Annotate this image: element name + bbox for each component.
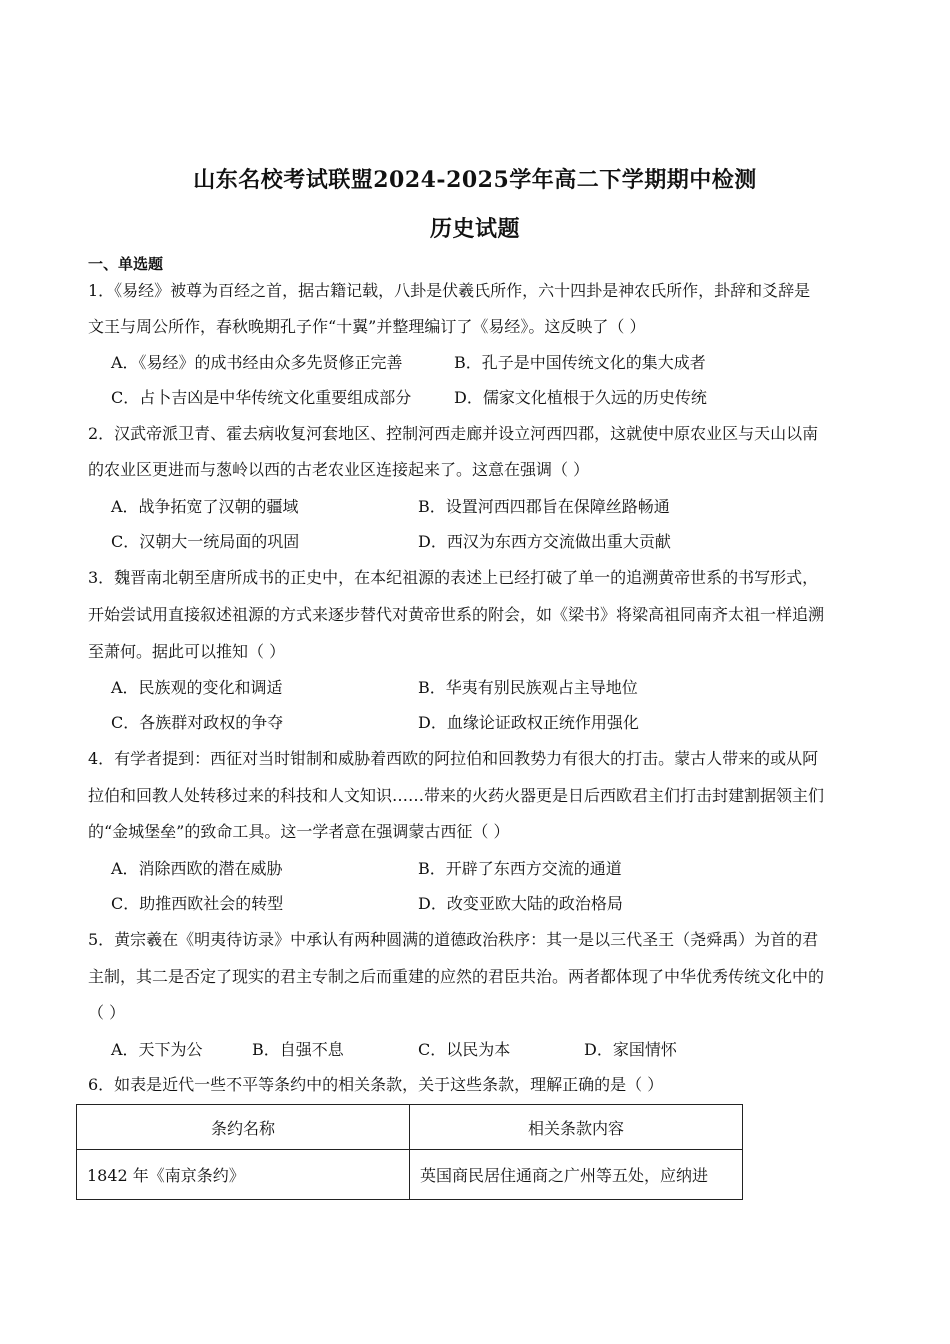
q4-option-d: D．改变亚欧大陆的政治格局 [418, 894, 623, 913]
q5-stem-line-1: 5．黄宗羲在《明夷待访录》中承认有两种圆满的道德政治秩序：其一是以三代圣王（尧舜禹）为首的君 [88, 930, 819, 949]
q1-stem-line-2: 文王与周公所作，春秋晚期孔子作“十翼”并整理编订了《易经》。这反映了（ ） [88, 317, 646, 336]
q1-option-d: D．儒家文化植根于久远的历史传统 [454, 388, 707, 407]
table-cell: 英国商民居住通商之广州等五处，应纳进 [410, 1150, 743, 1200]
q5-option-d: D．家国情怀 [584, 1040, 677, 1059]
q5-option-b: B．自强不息 [252, 1040, 344, 1059]
q5-option-a: A．天下为公 [111, 1040, 203, 1059]
q5-option-c: C．以民为本 [418, 1040, 511, 1059]
q1-option-b: B．孔子是中国传统文化的集大成者 [454, 353, 706, 372]
q2-option-d: D．西汉为东西方交流做出重大贡献 [418, 532, 671, 551]
q2-option-b: B．设置河西四郡旨在保障丝路畅通 [418, 497, 670, 516]
q3-stem-line-2: 开始尝试用直接叙述祖源的方式来逐步替代对黄帝世系的附会，如《梁书》将梁高祖同南齐太祖一样追溯 [88, 605, 825, 624]
q5-stem-line-2: 主制，其二是否定了现实的君主专制之后而重建的应然的君臣共治。两者都体现了中华优秀传统文化中的 [88, 967, 825, 986]
q3-option-d: D．血缘论证政权正统作用强化 [418, 713, 639, 732]
q1-option-a: A．《易经》的成书经由众多先贤修正完善 [111, 353, 403, 372]
q2-stem-line-1: 2．汉武帝派卫青、霍去病收复河套地区、控制河西走廊并设立河西四郡，这就使中原农业区与天山以南 [88, 424, 819, 443]
q2-option-c: C．汉朝大一统局面的巩固 [111, 532, 300, 551]
q3-option-c: C．各族群对政权的争夺 [111, 713, 284, 732]
q4-stem-line-1: 4．有学者提到：西征对当时钳制和威胁着西欧的阿拉伯和回教势力有很大的打击。蒙古人带来的或从阿 [88, 749, 819, 768]
exam-subtitle: 历史试题 [429, 216, 520, 242]
q4-option-a: A．消除西欧的潜在威胁 [111, 859, 283, 878]
table-cell: 1842 年《南京条约》 [77, 1150, 410, 1200]
q3-stem-line-1: 3．魏晋南北朝至唐所成书的正史中，在本纪祖源的表述上已经打破了单一的追溯黄帝世系的书写形式， [88, 568, 819, 587]
table-header-cell: 条约名称 [77, 1105, 410, 1150]
table-row [77, 1150, 743, 1200]
treaty-table [76, 1104, 743, 1200]
q4-stem-line-2: 拉伯和回教人处转移过来的科技和人文知识……带来的火药火器更是日后西欧君主们打击封建割据领主们 [88, 786, 825, 805]
section-heading: 一、单选题 [88, 255, 164, 273]
q3-option-b: B．华夷有别民族观占主导地位 [418, 678, 638, 697]
q4-option-c: C．助推西欧社会的转型 [111, 894, 284, 913]
q3-option-a: A．民族观的变化和调适 [111, 678, 283, 697]
q2-stem-line-2: 的农业区更进而与葱岭以西的古老农业区连接起来了。这意在强调（ ） [88, 460, 590, 479]
q1-option-c: C．占卜吉凶是中华传统文化重要组成部分 [111, 388, 412, 407]
q2-option-a: A．战争拓宽了汉朝的疆域 [111, 497, 299, 516]
q1-stem-line-1: 1．《易经》被尊为百经之首，据古籍记载，八卦是伏羲氏所作，六十四卦是神农氏所作，卦辞和爻辞是 [88, 281, 811, 300]
table-header-cell: 相关条款内容 [410, 1105, 743, 1150]
q6-stem-line-1: 6．如表是近代一些不平等条约中的相关条款，关于这些条款，理解正确的是（ ） [88, 1075, 664, 1094]
exam-title: 山东名校考试联盟2024-2025学年高二下学期期中检测 [193, 167, 757, 193]
q4-stem-line-3: 的“金城堡垒”的致命工具。这一学者意在强调蒙古西征（ ） [88, 822, 510, 841]
table-header-row [77, 1105, 743, 1150]
q3-stem-line-3: 至萧何。据此可以推知（ ） [88, 642, 286, 661]
q4-option-b: B．开辟了东西方交流的通道 [418, 859, 622, 878]
q5-stem-line-3: （ ） [88, 1003, 126, 1022]
